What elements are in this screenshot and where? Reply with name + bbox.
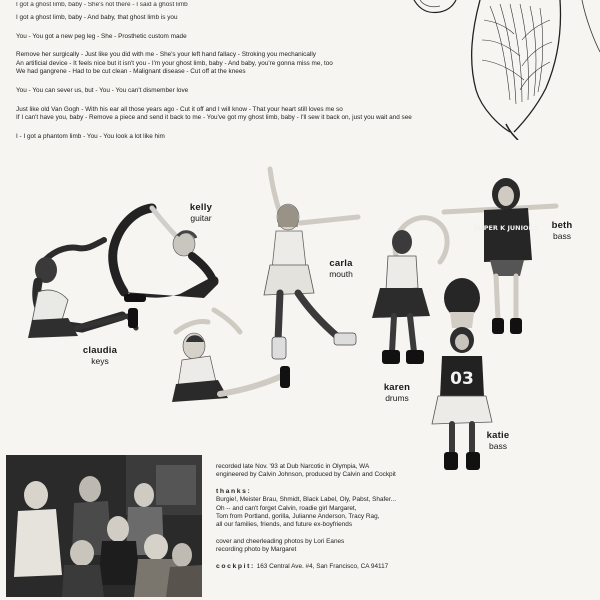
lyric-line: I - I got a phantom limb - You - You look a lot like him — [16, 132, 165, 140]
jersey-number: 03 — [450, 369, 474, 389]
member-label-claudia — [70, 345, 130, 366]
thanks-line: Tom from Portland, gorilla, Julianne Anderson, Tracy Rag, — [216, 513, 380, 521]
thanks-line: Oh -- and can't forget Calvin, roadie girl Margaret, — [216, 504, 357, 512]
member-role: mouth — [329, 269, 353, 279]
member-label-beth — [540, 220, 584, 241]
shirt-text: SUPER K JUNIORS — [473, 224, 539, 232]
recording-session-photo — [6, 455, 202, 597]
cockpit-address-text: 163 Central Ave. #4, San Francisco, CA 94117 — [256, 562, 389, 570]
member-role: bass — [489, 441, 507, 451]
member-label-carla — [316, 258, 366, 279]
lyrics-paragraph — [16, 14, 466, 23]
lyrics-block — [16, 14, 466, 151]
recording-photo-image — [6, 455, 202, 597]
lyric-line: Just like old Van Gogh - With his ear all those years ago - Cut it off and I will know - That your heart still loves me so — [16, 105, 343, 113]
photo-credit-line: recording photo by Margaret — [216, 546, 297, 554]
lyrics-paragraph — [16, 133, 466, 142]
credits-block — [216, 463, 596, 579]
member-role: drums — [385, 393, 409, 403]
lyrics-paragraph — [16, 51, 466, 77]
cockpit-address — [216, 563, 596, 571]
member-role: guitar — [190, 213, 212, 223]
cockpit-heading: cockpit: — [216, 562, 255, 570]
lyric-line: We had gangrene - Had to be cut clean - Malignant disease - Cut off at the knees — [16, 68, 246, 76]
member-name: claudia — [82, 345, 118, 356]
credit-line: engineered by Calvin Johnson, produced by Calvin and Cockpit — [216, 471, 396, 479]
thanks-heading: thanks: — [216, 487, 252, 495]
lyrics-paragraph — [16, 87, 466, 96]
lyric-line: You - You got a new peg leg - She - Prosthetic custom made — [16, 32, 187, 40]
lyric-line: I got a ghost limb, baby - And baby, that ghost limb is you — [16, 14, 178, 21]
credit-line: recorded late Nov. '93 at Dub Narcotic in Olympia, WA — [216, 463, 370, 470]
lyric-line: An artificial device - It feels nice but it isn't you - I'm your ghost limb, baby - And baby, you're gonna miss me, too — [16, 59, 333, 67]
thanks-section — [216, 488, 596, 530]
member-name: katie — [486, 430, 510, 441]
member-role: bass — [553, 231, 571, 241]
member-label-katie — [474, 430, 522, 451]
lyric-line: Remove her surgically - Just like you did with me - She's your left hand fallacy - Stroking you mechanically — [16, 51, 316, 59]
member-label-kelly — [176, 202, 226, 223]
member-name: karen — [383, 382, 411, 393]
anatomical-engraving-illustration — [410, 0, 600, 140]
photo-credit-line: cover and cheerleading photos by Lori Eanes — [216, 537, 345, 545]
lyric-line: You - You can sever us, but - You - You can't dismember love — [16, 86, 189, 94]
member-name: beth — [551, 220, 573, 231]
thanks-line: all our families, friends, and future ex-boyfriends — [216, 521, 353, 529]
member-role: keys — [91, 356, 109, 366]
lyrics-paragraph — [16, 33, 466, 42]
lyrics-paragraph — [16, 106, 466, 123]
member-name: kelly — [189, 202, 213, 213]
member-name: carla — [329, 258, 353, 269]
thanks-line: Burgie!, Meister Brau, Shmidt, Black Label, Oly, Pabst, Shafer... — [216, 496, 396, 504]
recording-credits — [216, 463, 596, 480]
lyrics-top-partial-line: I got a ghost limb, baby - She's not there - I said a ghost limb — [16, 2, 188, 8]
photo-credits — [216, 538, 596, 555]
member-label-karen — [372, 382, 422, 403]
lyric-line: If I can't have you, baby - Remove a piece and send it back to me - You've got my ghost limb, baby - I'll sew it back on, just you wait and see — [16, 114, 412, 122]
